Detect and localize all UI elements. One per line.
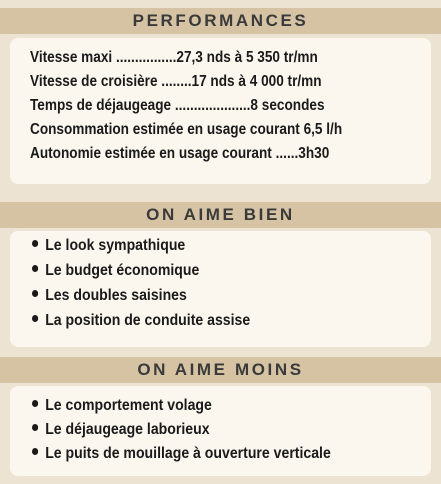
likes-title: ON AIME BIEN	[0, 202, 441, 228]
like-item	[32, 236, 185, 256]
likes-box	[10, 231, 431, 347]
performance-line: Vitesse de croisière ........17 nds à 4 000 tr/mn	[30, 73, 322, 90]
like-item-label: Le look sympathique	[45, 237, 186, 254]
bullet-icon	[32, 290, 38, 297]
dislike-item-label: Le puits de mouillage à ouverture verticale	[45, 445, 331, 462]
dislikes-title: ON AIME MOINS	[0, 357, 441, 383]
dislike-item-label: Le déjaugeage laborieux	[45, 421, 210, 438]
dislike-item-label: Le comportement volage	[45, 397, 212, 414]
like-item-label: Les doubles saisines	[45, 287, 187, 304]
performance-line: Vitesse maxi ................27,3 nds à 5 350 tr/mn	[30, 49, 318, 66]
bullet-icon	[32, 448, 38, 455]
bullet-icon	[32, 400, 38, 407]
bullet-icon	[32, 265, 38, 272]
performances-title: PERFORMANCES	[0, 8, 441, 34]
performance-line: Consommation estimée en usage courant 6,5 l/h	[30, 121, 343, 138]
like-item-label: Le budget économique	[45, 262, 200, 279]
like-item	[32, 311, 250, 331]
dislike-item	[32, 420, 210, 440]
dislikes-box	[10, 386, 431, 476]
bullet-icon	[32, 240, 38, 247]
like-item	[32, 286, 187, 306]
like-item	[32, 261, 199, 281]
performances-box	[10, 38, 431, 184]
like-item-label: La position de conduite assise	[45, 312, 251, 329]
dislike-item	[32, 444, 331, 464]
dislike-item	[32, 396, 212, 416]
bullet-icon	[32, 315, 38, 322]
bullet-icon	[32, 424, 38, 431]
performance-line: Temps de déjaugeage ....................8 secondes	[30, 97, 325, 114]
performance-line: Autonomie estimée en usage courant ......3h30	[30, 145, 330, 162]
